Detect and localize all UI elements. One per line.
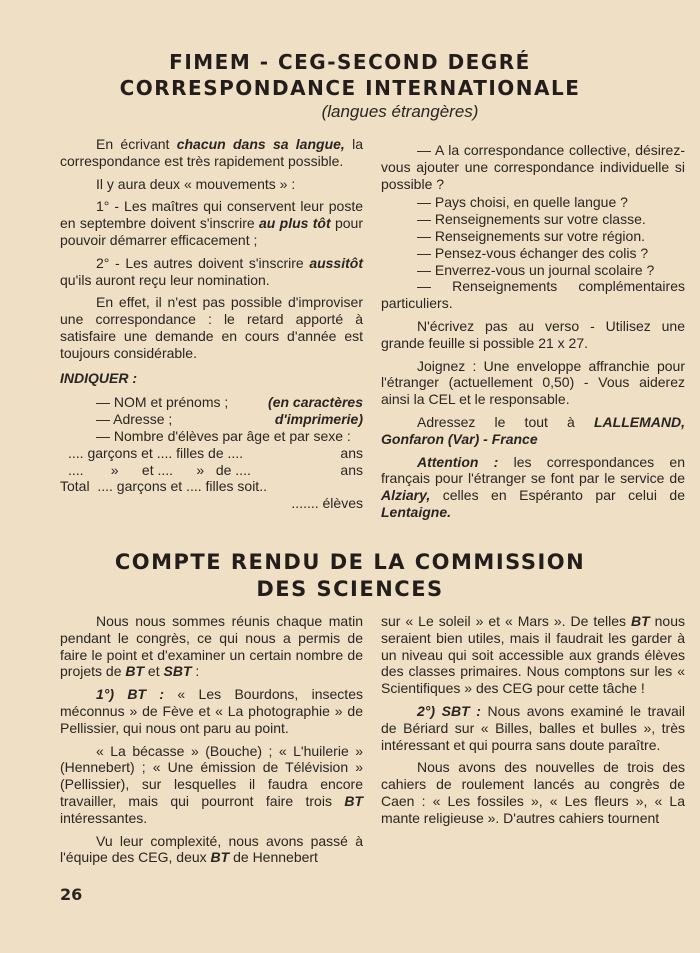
paragraph <box>60 136 363 170</box>
text: Adressez le tout à <box>417 413 594 430</box>
list-item <box>96 428 363 445</box>
emphasis: 1°) BT : <box>96 686 165 703</box>
section1-left-column <box>60 136 363 512</box>
text: celles en Espéranto par celui de <box>430 487 685 504</box>
emphasis: Attention : <box>417 453 499 470</box>
paragraph <box>60 613 363 680</box>
text: intéressantes. <box>60 809 148 826</box>
text: ans <box>340 444 363 461</box>
list-item: — Renseignements complémentaires particuliers. <box>381 278 685 312</box>
list-item <box>96 394 363 411</box>
list-item <box>96 411 363 428</box>
text: « Les Bourdons, insectes méconnus » de Fève et « La photographie » de Pellissier, qui nous ont paru au point. <box>60 686 363 736</box>
list-item <box>60 495 363 512</box>
text: la correspondance est très rapidement possible. <box>60 136 363 169</box>
emphasis: Alziary, <box>381 487 431 504</box>
text: Nous nous sommes réunis chaque matin pendant le congrès, ce qui nous a permis de faire le point et d'examiner un certain nombre de projets de <box>60 613 363 680</box>
text: de Hennebert <box>229 849 318 866</box>
paragraph: Nous avons des nouvelles de trois des cahiers de roulement lancés au congrès de Caen : « Les fossiles », « Les fleurs », « La mante religieuse ». D'autres cahiers tournent <box>381 759 685 826</box>
emphasis: BT <box>125 663 145 680</box>
emphasis: d'imprimerie) <box>274 411 363 428</box>
indiquer-list <box>60 394 363 444</box>
paragraph <box>60 743 363 827</box>
text: « La bécasse » (Bouche) ; « L'huilerie » (Hennebert) ; « Une émission de Télévision » (Pellissier), sur lesquelles il faudra encore travailler, mais qui pourront faire trois <box>60 742 363 809</box>
section1-right-column <box>381 142 685 527</box>
list-item: — Renseignements sur votre région. <box>417 227 645 244</box>
emphasis: chacun dans sa langue, <box>176 136 345 152</box>
text: sur « Le soleil » et « Mars ». De telles <box>381 613 631 629</box>
paragraph <box>381 414 685 448</box>
paragraph: Il y aura deux « mouvements » : <box>96 175 296 192</box>
text: qu'ils auront reçu leur nomination. <box>60 271 270 288</box>
text: 1° - Les maîtres qui conservent leur poste en septembre doivent s'inscrire <box>60 198 363 232</box>
paragraph <box>60 198 363 248</box>
emphasis: (en caractères <box>268 394 363 411</box>
paragraph: Joignez : Une enveloppe affranchie pour l'étranger (actuellement 0,50) - Vous aiderez ainsi la CEL et le responsable. <box>381 357 685 408</box>
text: : <box>191 663 200 680</box>
text: nous seraient bien utiles, mais il faudrait les garder à un niveau qui soit accessible aux grands élèves des classes primaires. Nous comptons sur les « Scientifiques » des CEG pour cette tâche ! <box>381 613 686 697</box>
paragraph <box>381 703 685 753</box>
text: pour pouvoir démarrer efficacement ; <box>60 215 363 248</box>
text: Vu leur complexité, nous avons passé à l'équipe des CEG, deux <box>60 832 363 866</box>
emphasis: Lentaigne. <box>381 503 452 520</box>
paragraph: En effet, il n'est pas possible d'improviser une correspondance : le retard apporté à satisfaire une demande en cours d'année est toujours considérable. <box>60 294 363 361</box>
list-item <box>60 445 363 462</box>
emphasis: aussitôt <box>309 254 363 271</box>
page-number: 26 <box>60 885 83 904</box>
section1-title-line2: CORRESPONDANCE INTERNATIONALE <box>119 76 581 100</box>
emphasis: au plus tôt <box>258 215 331 232</box>
text: ans <box>340 461 363 478</box>
list-item: — Pays choisi, en quelle langue ? <box>417 194 628 211</box>
text: les correspondances en français pour l'étranger se font par le service de <box>381 453 685 487</box>
paragraph <box>60 686 363 736</box>
emphasis: LALLEMAND, Gonfaron (Var) - France <box>381 413 685 447</box>
emphasis: 2°) SBT : <box>417 702 481 719</box>
indiquer-heading: INDIQUER : <box>60 369 137 386</box>
emphasis: SBT <box>163 663 192 680</box>
section1-subtitle: (langues étrangères) <box>321 102 479 121</box>
question-list <box>381 194 685 312</box>
section2-title-line1: COMPTE RENDU DE LA COMMISSION <box>114 550 586 574</box>
paragraph: N'écrivez pas au verso - Utilisez une grande feuille si possible 21 x 27. <box>381 317 685 351</box>
section2-left-column <box>60 613 363 872</box>
list-item <box>60 462 363 479</box>
text: — Adresse ; <box>96 411 173 428</box>
list-item <box>60 478 363 495</box>
text: Total .... garçons et .... filles soit.. <box>60 478 267 495</box>
paragraph <box>381 613 685 697</box>
emphasis: BT <box>344 792 363 809</box>
text: 2° - Les autres doivent s'inscrire <box>96 254 310 271</box>
emphasis: BT <box>210 849 230 866</box>
text: En écrivant <box>96 136 177 152</box>
text: Nous avons examiné le travail de Bériard sur « Billes, balles et bulles », très intéressant et qui pourra sans doute paraître. <box>381 702 685 753</box>
list-item: — Pensez-vous échanger des colis ? <box>417 244 649 261</box>
text: .... garçons et .... filles de .... <box>68 444 244 461</box>
text: et <box>144 663 164 680</box>
text: ....... élèves <box>291 495 363 512</box>
list-item: — Renseignements sur votre classe. <box>417 211 646 228</box>
paragraph <box>60 255 363 289</box>
section2-right-column <box>381 613 685 833</box>
text: — Nombre d'élèves par âge et par sexe : <box>96 427 351 444</box>
text: .... » et .... » de .... <box>68 461 251 478</box>
section2-title-line2: DES SCIENCES <box>256 577 444 601</box>
section1-title-line1: FIMEM - CEG-SECOND DEGRÉ <box>169 50 531 74</box>
emphasis: BT <box>631 613 650 629</box>
paragraph <box>381 454 685 521</box>
paragraph <box>60 833 363 867</box>
list-item: — Enverrez-vous un journal scolaire ? <box>417 261 655 278</box>
paragraph: — A la correspondance collective, désirez-vous ajouter une correspondance individuelle si possible ? <box>381 142 685 192</box>
text: — NOM et prénoms ; <box>96 394 229 411</box>
